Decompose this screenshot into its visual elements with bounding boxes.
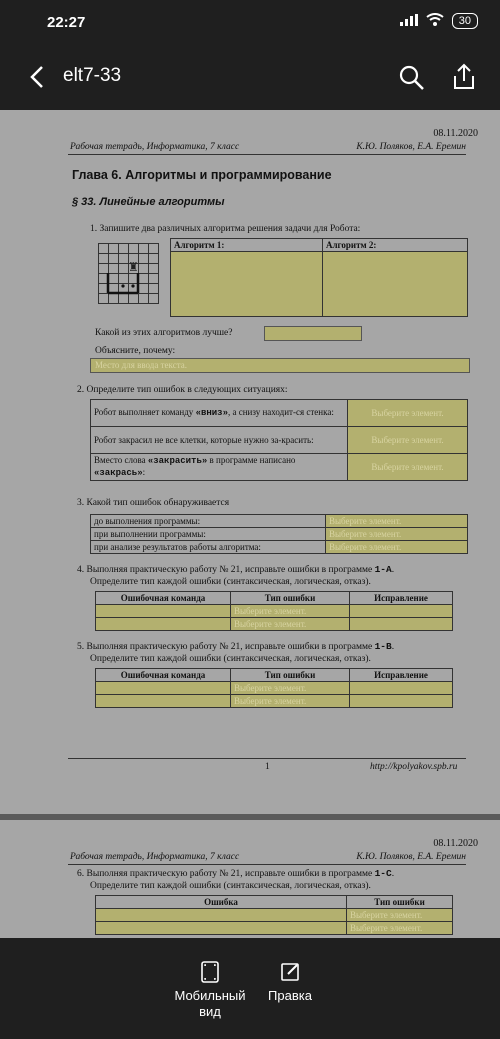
error-type-select[interactable]: Выберите элемент. (348, 454, 468, 481)
question-5: 5. Выполняя практическую работу № 21, исправьте ошибки в программе 1-В. (77, 641, 395, 652)
svg-text:♜: ♜ (128, 260, 139, 274)
error-type-select[interactable]: Выберите элемент. (348, 400, 468, 427)
better-input[interactable] (264, 326, 362, 341)
search-icon[interactable] (398, 64, 426, 92)
battery-icon: 30 (452, 13, 478, 29)
explain-input[interactable]: Место для ввода текста. (90, 358, 470, 373)
signal-icon (400, 14, 418, 29)
header-right: К.Ю. Поляков, Е.А. Еремин (356, 142, 466, 152)
algorithm-1-input[interactable] (171, 252, 323, 317)
detection-select[interactable]: Выберите элемент. (326, 541, 468, 554)
question-2: 2. Определите тип ошибок в следующих ситуациях: (77, 385, 288, 395)
bottom-toolbar (0, 938, 500, 1039)
status-bar (0, 0, 500, 46)
back-arrow-icon[interactable] (26, 64, 52, 90)
document-title: elt7-33 (63, 65, 122, 86)
wifi-icon (426, 13, 444, 29)
page-date: 08.11.2020 (433, 128, 478, 139)
mobile-view-icon (199, 960, 221, 984)
algorithm-table: Алгоритм 1: Алгоритм 2: (170, 238, 468, 317)
page-2: 08.11.2020 Рабочая тетрадь, Информатика, 7 класс К.Ю. Поляков, Е.А. Еремин 6. Выполняя практическую работу № 21, исправьте ошибки в программе 1-С. Определите тип каждой ошибки (синтаксическая, логическая, отказ). Ошибка Тип ошибки Выберите элемент. Выберите элемент. (0, 820, 500, 938)
status-time: 22:27 (47, 14, 86, 31)
document-viewer[interactable] (0, 110, 500, 938)
error-detection-table: до выполнения программы: Выберите элемент. при выполнении программы: Выберите элемент. при анализе результатов работы алгоритма: Выберите элемент. (90, 514, 468, 554)
question-6: 6. Выполняя практическую работу № 21, исправьте ошибки в программе 1-С. (77, 868, 395, 879)
edit-button[interactable]: Правка (258, 960, 322, 1004)
better-label: Какой из этих алгоритмов лучше? (95, 328, 233, 338)
page-number: 1 (265, 762, 270, 772)
detection-select[interactable]: Выберите элемент. (326, 528, 468, 541)
footer-url[interactable]: http://kpolyakov.spb.ru (370, 762, 458, 772)
page-1: 08.11.2020 Рабочая тетрадь, Информатика, 7 класс К.Ю. Поляков, Е.А. Еремин Глава 6. Алгоритмы и программирование § 33. Линейные алгоритмы 1. Запишите два различных алгоритма решения задачи для Робота: ♜ Алгоритм 1: Алгоритм 2: Какой из этих алгоритмов лучше? Объясните, почему: Место для ввода текста. 2. Определите тип ошибок в следующих ситуациях: Робот выполняет команду «вниз», а снизу находит-ся стенка: Выберите элемент. Робот закрасил не все клетки, которые нужно за-красить: Выберите элемент. Вместо слова «закрасить» в программе написано «закрась»: Выберите элемент. 3. Какой тип ошибок обнаруживается до выполнения программы: Выберите элемент. при выполнении программы: Выберите элемент. при анализе результатов работы алгоритма: Выберите элемент. 4. Выполняя практическую работу № 21, исправьте ошибки в программе 1-А. Определите тип каждой ошибки (синтаксическая, логическая, отказ). Ошибочная команда Тип ошибки Исправление Выберите элемент. Выберите элемент. 5. Выполняя практическую работу № 21, исправьте ошибки в программе 1-В. Определите тип каждой ошибки (синтаксическая, логическая, отказ). Ошибочная команда Тип ошибки Исправление Выберите элемент. Выберите элемент. 1 http://kpolyakov.spb.ru (0, 110, 500, 814)
header-left: Рабочая тетрадь, Информатика, 7 класс (70, 142, 240, 152)
robot-field (98, 243, 159, 304)
error-situations-table: Робот выполняет команду «вниз», а снизу находит-ся стенка: Выберите элемент. Робот закрасил не все клетки, которые нужно за-красить: Выберите элемент. Вместо слова «закрасить» в программе написано «закрась»: Выберите элемент. (90, 399, 468, 481)
app-bar (0, 46, 500, 110)
chapter-title: Глава 6. Алгоритмы и программирование (72, 168, 332, 182)
question-3: 3. Какой тип ошибок обнаруживается (77, 498, 230, 508)
program-1b-table: Ошибочная команда Тип ошибки Исправление Выберите элемент. Выберите элемент. (95, 668, 453, 708)
explain-label: Объясните, почему: (95, 346, 176, 356)
section-title: § 33. Линейные алгоритмы (72, 196, 225, 208)
question-1: 1. Запишите два различных алгоритма решения задачи для Робота: (90, 224, 361, 234)
mobile-view-button[interactable]: Мобильный вид (165, 960, 255, 1020)
share-icon[interactable] (450, 62, 478, 92)
error-type-select[interactable]: Выберите элемент. (348, 427, 468, 454)
program-1a-table: Ошибочная команда Тип ошибки Исправление Выберите элемент. Выберите элемент. (95, 591, 453, 631)
edit-icon (279, 960, 301, 984)
program-1c-table: Ошибка Тип ошибки Выберите элемент. Выберите элемент. (95, 895, 453, 935)
algorithm-2-input[interactable] (323, 252, 468, 317)
detection-select[interactable]: Выберите элемент. (326, 515, 468, 528)
question-4: 4. Выполняя практическую работу № 21, исправьте ошибки в программе 1-А. (77, 564, 395, 575)
